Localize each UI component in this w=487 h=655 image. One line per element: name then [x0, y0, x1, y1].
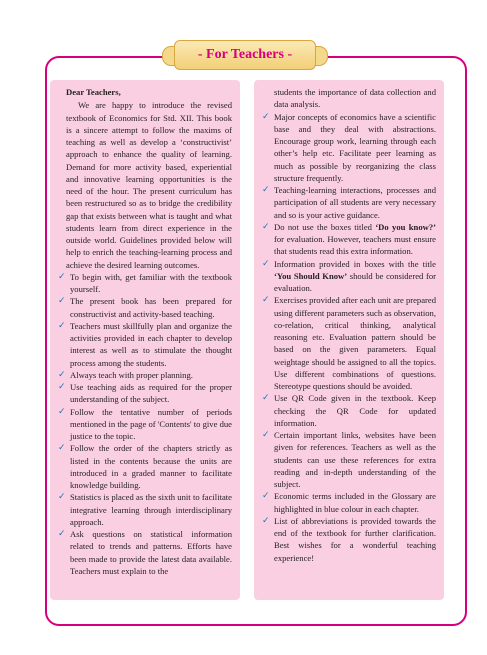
check-icon: ✓: [58, 369, 66, 380]
guideline-item: [262, 184, 436, 221]
guideline-item: [262, 258, 436, 295]
guideline-item: [262, 221, 436, 258]
guideline-text: Do not use the boxes titled: [274, 221, 376, 232]
check-icon: ✓: [262, 430, 270, 440]
guideline-text: To begin with, get familiar with the textbook yourself.: [70, 271, 232, 294]
check-icon: ✓: [58, 406, 66, 417]
guideline-item: [58, 381, 232, 406]
check-icon: ✓: [58, 382, 66, 392]
check-icon: ✓: [262, 515, 270, 526]
guideline-text: Certain important links, websites have been given for references. Teachers as well as the students can use these references for extra reading and in-depth understanding of the subject.: [274, 430, 436, 489]
guideline-item: [262, 429, 436, 490]
greeting: Dear Teachers,: [66, 87, 121, 97]
box-title: ‘You Should Know’: [274, 270, 348, 281]
guideline-text: List of abbreviations is provided towards the end of the textbook for further clarification. Best wishes for a wonderful teaching experience!: [274, 515, 436, 563]
check-icon: ✓: [58, 443, 66, 454]
guideline-item: [58, 491, 232, 528]
check-icon: ✓: [262, 393, 270, 404]
guideline-text: Ask questions on statistical information related to trends and patterns. Efforts have been made to provide the latest data available. Teachers must explain to the: [70, 529, 232, 576]
title-banner: [168, 40, 322, 70]
check-icon: ✓: [58, 271, 66, 282]
check-icon: ✓: [262, 221, 270, 232]
check-icon: ✓: [58, 529, 66, 539]
box-title: ‘Do you know?’: [375, 221, 436, 232]
guideline-item: [58, 406, 232, 443]
guideline-item: [58, 369, 232, 381]
check-icon: ✓: [262, 185, 270, 195]
page-title: - For Teachers -: [174, 40, 316, 70]
guideline-text: Economic terms included in the Glossary are highlighted in blue colour in each chapter.: [274, 491, 436, 514]
guideline-text: Teachers must skillfully plan and organize the activities provided in each chapter to develop interest as well as to stimulate the thought process among the students.: [70, 320, 232, 368]
guideline-item: [262, 111, 436, 185]
guideline-item: [58, 295, 232, 320]
guideline-item: [262, 294, 436, 392]
guideline-text: Statistics is placed as the sixth unit to facilitate integrative learning through interdisciplinary approach.: [70, 492, 232, 527]
guideline-item: [58, 528, 232, 577]
guideline-text: Use teaching aids as required for the proper understanding of the subject.: [70, 382, 232, 405]
guideline-text: for evaluation. However, teachers must ensure that students read this extra information.: [274, 234, 436, 257]
right-column: [254, 80, 444, 600]
guideline-text: should be considered for evaluation.: [274, 270, 436, 293]
guideline-item: [58, 442, 232, 491]
left-guidelines-list: [58, 271, 232, 577]
guideline-text: Major concepts of economics have a scientific base and they deal with abstractions. Encourage group work, learning through each other’s help etc. Facilitate peer learning as much as possible by reorganizing the class structure frequently.: [274, 111, 436, 183]
guideline-text: Information provided in boxes with the title: [274, 258, 436, 269]
left-column: [50, 80, 240, 600]
right-guidelines-list: [262, 111, 436, 564]
continued-text: students the importance of data collection and data analysis.: [274, 87, 436, 110]
guideline-item: [58, 271, 232, 296]
check-icon: ✓: [262, 111, 270, 122]
intro-paragraph: We are happy to introduce the revised textbook of Economics for Std. XII. This book is a sincere attempt to follow the maxims of teaching as well as develop a ‘constructivist’ approach to enhance the quality of learning. Demand for more activity based, experiential and innovative learning opportunities is the need of the hour. The present curriculum has been restructured so as to bridge the credibility gap that exists between what is taught and what students learn from direct experience in the outside world. Guidelines provided below will help to enrich the teaching-learning process and achieve the desired learning outcomes.: [66, 100, 232, 270]
guideline-text: Follow the order of the chapters strictly as listed in the contents because the units are introduced in a graded manner to facilitate knowledge building.: [70, 443, 232, 490]
guideline-text: Use QR Code given in the textbook. Keep checking the QR Code for updated information.: [274, 393, 436, 428]
guideline-text: Teaching-learning interactions, processes and participation of all students are very necessary and so is your active guidance.: [274, 185, 436, 220]
guideline-text: Exercises provided after each unit are prepared using different parameters such as observation, co-relation, critical thinking, analytical reasoning etc. Evaluation pattern should be based on the given parameters. Equal weightage should be assigned to all the topics. Use different combinations of questions. Stereotype questions should be avoided.: [274, 295, 436, 391]
guideline-text: Always teach with proper planning.: [70, 369, 193, 380]
guideline-text: The present book has been prepared for constructivist and activity-based teaching.: [70, 296, 232, 319]
guideline-text: Follow the tentative number of periods mentioned in the page of 'Contents' to give due justice to the topic.: [70, 406, 232, 441]
check-icon: ✓: [262, 258, 270, 269]
check-icon: ✓: [262, 491, 270, 502]
guideline-item: [262, 515, 436, 564]
check-icon: ✓: [58, 296, 66, 307]
guideline-item: [58, 320, 232, 369]
check-icon: ✓: [262, 295, 270, 306]
check-icon: ✓: [58, 320, 66, 331]
guideline-item: [262, 392, 436, 429]
check-icon: ✓: [58, 492, 66, 503]
guideline-item: [262, 490, 436, 515]
